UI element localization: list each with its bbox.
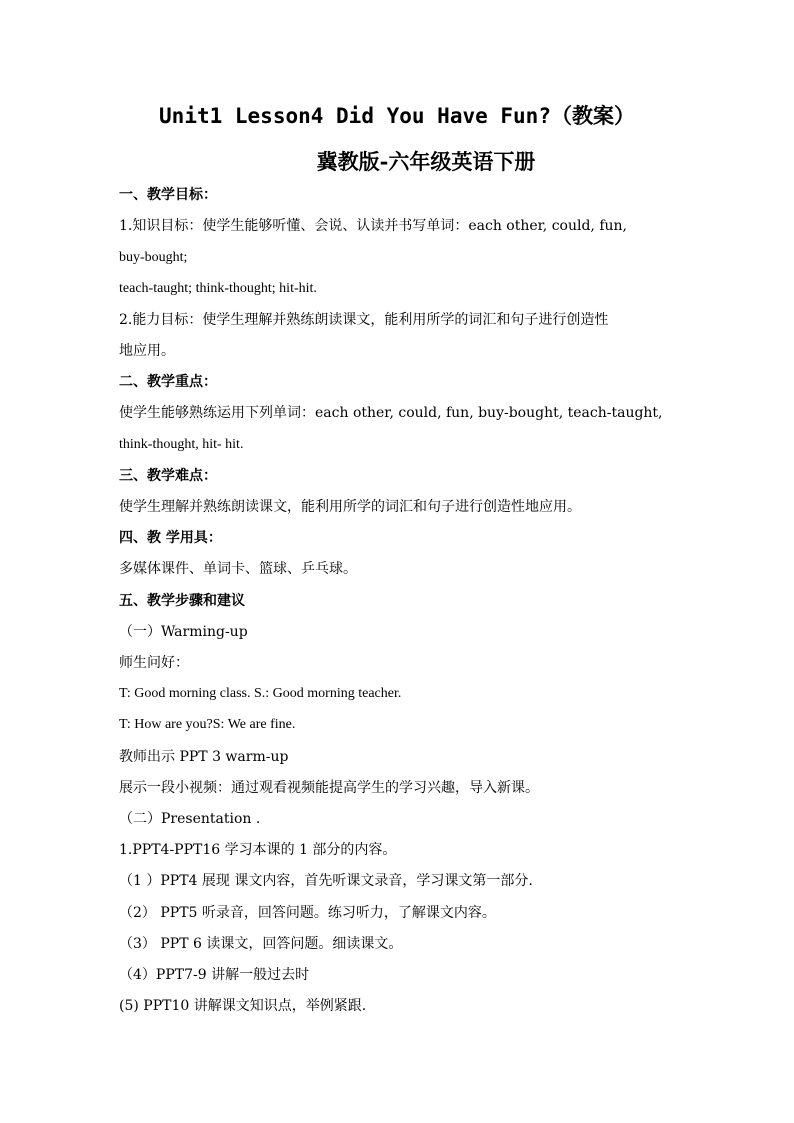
paragraph-line: (5) PPT10 讲解课文知识点，举例紧跟. bbox=[119, 998, 367, 1014]
document-subtitle: 冀教版-六年级英语下册 bbox=[316, 149, 536, 174]
paragraph-line: （一）Warming-up bbox=[119, 624, 248, 640]
section-heading-key-points: 二、教学重点： bbox=[119, 374, 217, 390]
paragraph-line: T: Good morning class. S.: Good morning teacher. bbox=[119, 686, 402, 701]
paragraph-line: T: How are you?S: We are fine. bbox=[119, 717, 296, 732]
document-title: Unit1 Lesson4 Did You Have Fun?（教案） bbox=[159, 104, 635, 128]
paragraph-line: 使学生理解并熟练朗读课文，能利用所学的词汇和句子进行创造性地应用。 bbox=[119, 499, 581, 515]
section-heading-teaching-aids: 四、教 学用具： bbox=[119, 530, 222, 546]
paragraph-line: （3） PPT 6 读课文，回答问题。细读课文。 bbox=[119, 936, 403, 952]
paragraph-line: 教师出示 PPT 3 warm-up bbox=[119, 749, 289, 765]
paragraph-line: 地应用。 bbox=[119, 343, 175, 359]
section-heading-difficulties: 三、教学难点： bbox=[119, 468, 217, 484]
paragraph-line: 师生问好： bbox=[119, 655, 189, 671]
paragraph-line: 使学生能够熟练运用下列单词：each other, could, fun, buy-bought, teach-taught, bbox=[119, 405, 663, 421]
paragraph-line: buy-bought; bbox=[119, 250, 188, 265]
section-heading-objectives: 一、教学目标： bbox=[119, 187, 217, 203]
paragraph-line: 1.PPT4-PPT16 学习本课的 1 部分的内容。 bbox=[119, 842, 397, 858]
paragraph-line: （2） PPT5 听录音，回答问题。练习听力，了解课文内容。 bbox=[119, 905, 496, 921]
paragraph-line: teach-taught; think-thought; hit-hit. bbox=[119, 281, 317, 296]
paragraph-line: （1 ）PPT4 展现 课文内容，首先听课文录音，学习课文第一部分. bbox=[119, 873, 533, 889]
paragraph-line: 展示一段小视频：通过观看视频能提高学生的学习兴趣，导入新课。 bbox=[119, 780, 539, 796]
paragraph-line: （4）PPT7-9 讲解一般过去时 bbox=[119, 967, 310, 983]
section-heading-steps: 五、教学步骤和建议 bbox=[119, 593, 245, 609]
paragraph-line: 1.知识目标：使学生能够听懂、会说、认读并书写单词：each other, could, fun, bbox=[119, 218, 627, 234]
paragraph-line: （二）Presentation . bbox=[119, 811, 261, 827]
paragraph-line: 多媒体课件、单词卡、篮球、乒乓球。 bbox=[119, 561, 357, 577]
paragraph-line: think-thought, hit- hit. bbox=[119, 437, 244, 452]
paragraph-line: 2.能力目标：使学生理解并熟练朗读课文，能利用所学的词汇和句子进行创造性 bbox=[119, 312, 609, 328]
